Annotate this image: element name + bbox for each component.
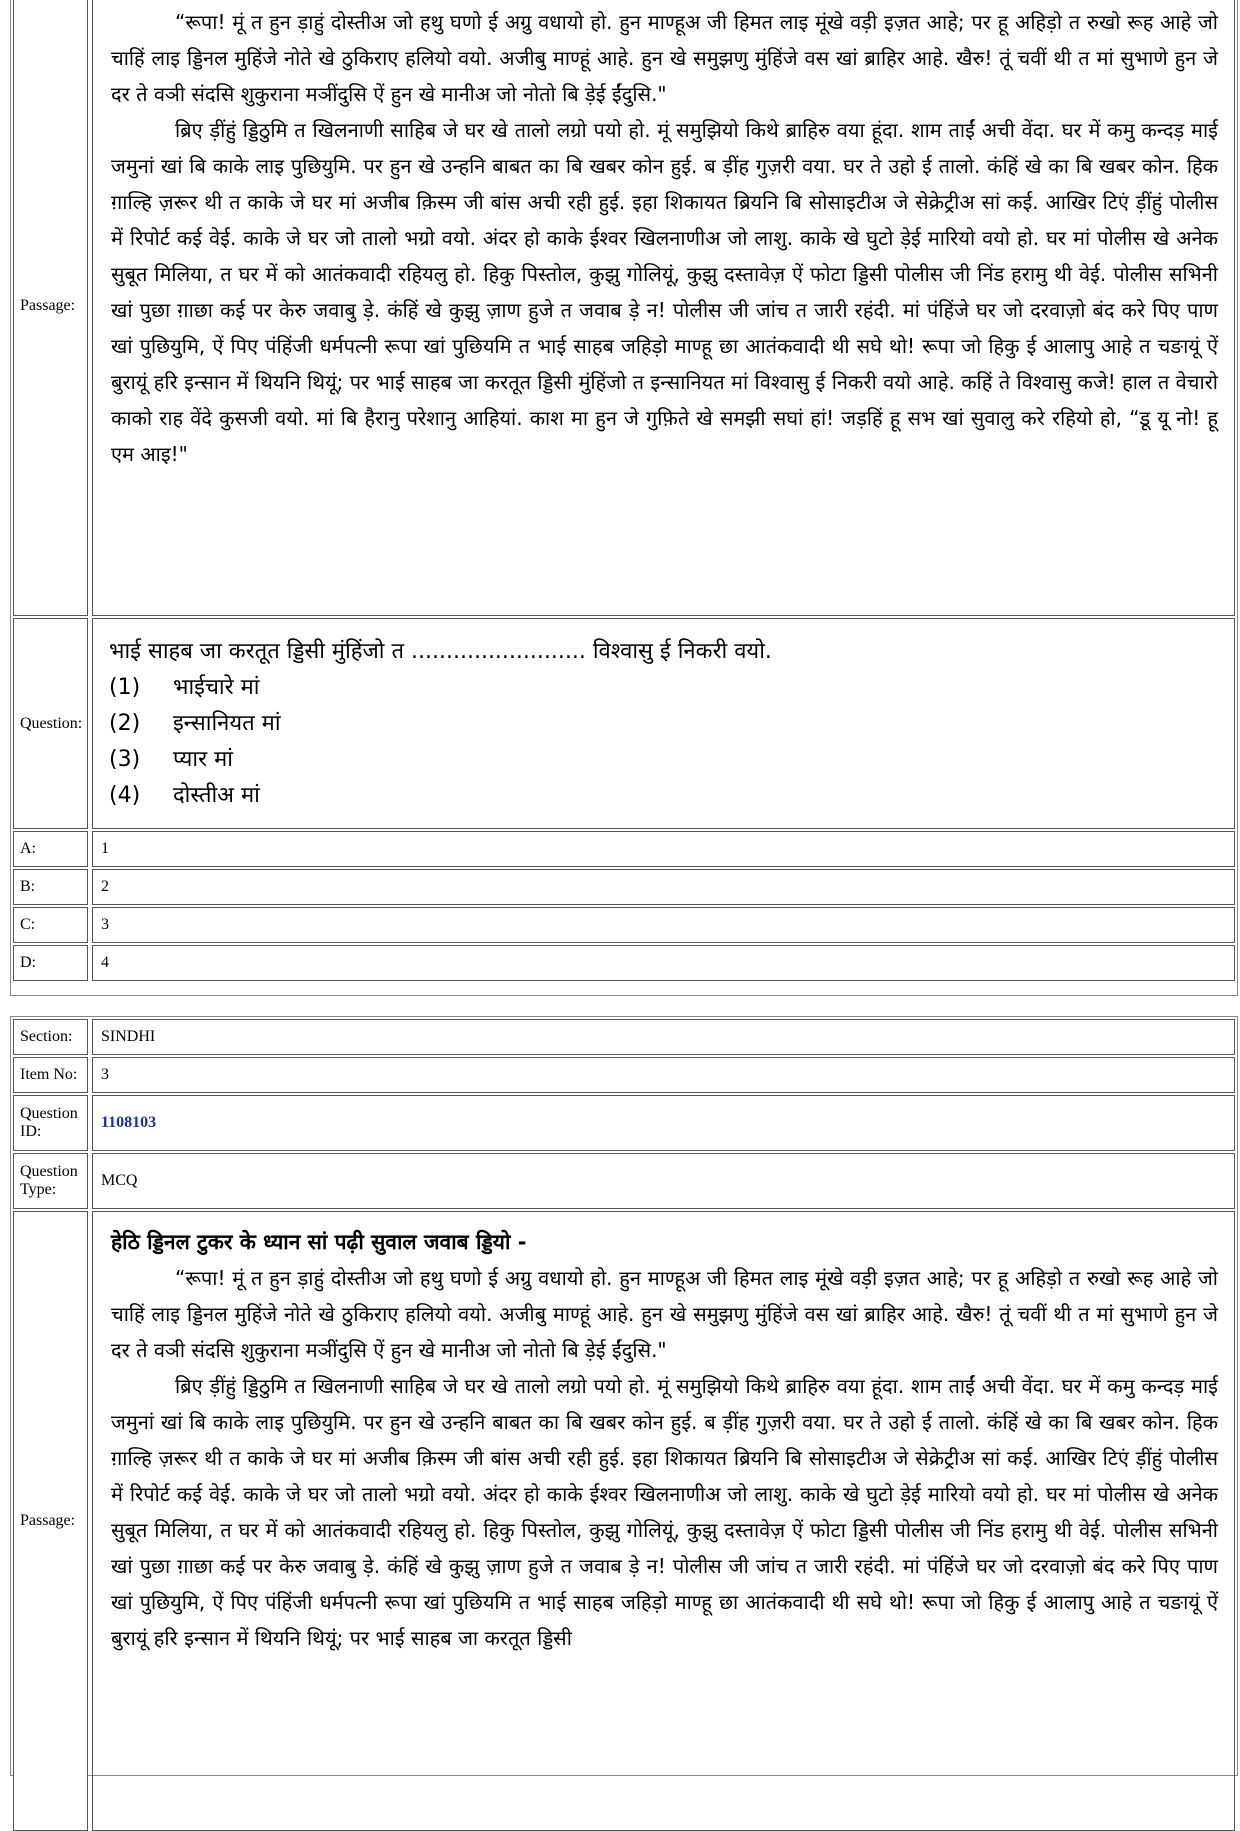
question-id-link[interactable]: 1108103 [92,1095,1235,1151]
section-label: Section: [13,1019,88,1055]
question-block-1 [10,0,1238,996]
question-id-label: Question ID: [13,1095,88,1151]
passage-paragraph: ब्रिए ड़ींहुं ड्डिठुमि त खिलनाणी साहिब जे घर खे तालो लग्रो पयो हो. मूं समुझियो किथे ब्राहिरु वया हूंदा. शाम ताईं अची वेंदा. घर में कमु कन्दड़ माई जमुनां खां बि काके लाइ पुछियुमि. पर हुन खे उन्हनि बाबत का बि खबर कोन हुई. ब ड़ींह गुज़री वया. घर ते उहो ई तालो. कंहिं खे का बि खबर कोन. हिक ग़ाल्हि ज़रूर थी त काके जे घर मां अजीब क़िस्म जी बांस अची रही हुई. इहा शिकायत ब्रियनि बि सोसाइटीअ जे सेक्रेट्रीअ सां कई. आखिर टिएं ड़ींहुं पोलीस में रिपोर्ट कई वेई. काके जे घर जो तालो भग्रो वयो. अंदर हो काके ईश्वर खिलनाणीअ जो लाशु. काके खे घुटो ड़ेई मारियो वयो हो. घर मां पोलीस खे अनेक सुबूत मिलिया, त घर में को आतंकवादी रहियलु हो. हिकु पिस्तोल, कुझु गोलियूं, कुझु दस्तावेज़ ऐं फोटा ड्डिसी पोलीस जी निंड हरामु थी वेई. पोलीस सभिनी खां पुछा ग़ाछा कई पर केरु जवाबु ड़े. कंहिं खे कुझु ज़ाण हुजे त जवाब ड़े न! पोलीस जी जांच त जारी रहंदी. मां पंहिंजे घर जो दरवाज़ो बंद करे पिए पाण खां पुछियुमि, ऐं पिए पंहिंजी धर्मपत्नी रूपा खां पुछियमि त भाई साहब जहिड़ो माण्हू छा आतंकवादी थी सघे थो! रूपा जो हिकु ई आलापु आहे त चङायूं ऐं बुरायूं हरि इन्सान में थियनि थियूं; पर भाई साहब जा करतूत ड्डिसी मुंहिंजो त इन्सानियत मां विश्वासु ई निकरी वयो आहे. कहिं ते विश्वासु कजे! हाल त वेचारो काको राह वेंदे कुसजी वयो. मां बि हैरानु परेशानु आहियां. काश मा हुन जे गुफ़िते खे समझी सघां हां! जड़हिं हू सभ खां सुवालु करे रहियो हो, “डू यू नो! हू एम आइ!" [111,118,1218,466]
item-no-value: 3 [92,1057,1235,1093]
passage-paragraph: ब्रिए ड़ींहुं ड्डिठुमि त खिलनाणी साहिब जे घर खे तालो लग्रो पयो हो. मूं समुझियो किथे ब्राहिरु वया हूंदा. शाम ताईं अची वेंदा. घर में कमु कन्दड़ माई जमुनां खां बि काके लाइ पुछियुमि. पर हुन खे उन्हनि बाबत का बि खबर कोन हुई. ब ड़ींह गुज़री वया. घर ते उहो ई तालो. कंहिं खे का बि खबर कोन. हिक ग़ाल्हि ज़रूर थी त काके जे घर मां अजीब क़िस्म जी बांस अची रही हुई. इहा शिकायत ब्रियनि बि सोसाइटीअ जे सेक्रेट्रीअ सां कई. आखिर टिएं ड़ींहुं पोलीस में रिपोर्ट कई वेई. काके जे घर जो तालो भग्रो वयो. अंदर हो काके ईश्वर खिलनाणीअ जो लाशु. काके खे घुटो ड़ेई मारियो वयो हो. घर मां पोलीस खे अनेक सुबूत मिलिया, त घर में को आतंकवादी रहियलु हो. हिकु पिस्तोल, कुझु गोलियूं, कुझु दस्तावेज़ ऐं फोटा ड्डिसी पोलीस जी निंड हरामु थी वेई. पोलीस सभिनी खां पुछा ग़ाछा कई पर केरु जवाबु ड़े. कंहिं खे कुझु ज़ाण हुजे त जवाब ड़े न! पोलीस जी जांच त जारी रहंदी. मां पंहिंजे घर जो दरवाज़ो बंद करे पिए पाण खां पुछियुमि, ऐं पिए पंहिंजी धर्मपत्नी रूपा खां पुछियमि त भाई साहब जहिड़ो माण्हू छा आतंकवादी थी सघे थो! रूपा जो हिकु ई आलापु आहे त चङायूं ऐं बुरायूं हरि इन्सान में थियनि थियूं; पर भाई साहब जा करतूत ड्डिसी [111,1374,1218,1650]
answer-d-label: D: [13,945,88,981]
question-block-2 [10,1016,1238,1776]
passage-paragraph: “रूपा! मूं त हुन ड़ाहुं दोस्तीअ जो हथु घणो ई अग्रु वधायो हो. हुन माण्हूअ जी हिमत लाइ मूंखे वड़ी इज़त आहे; पर हू अहिड़ो त रुखो रूह आहे जो चाहिं लाइ ड्डिनल मुहिंजे नोते खे ठुकिराए हलियो वयो. अजीबु माण्हूं आहे. हुन खे समुझणु मुंहिंजे वस खां ब्राहिर आहे. खैरु! तूं चवीं थी त मां सुभाणे हुन जे दर ते वञी संदसि शुकुराना मञींदुसि ऐं हुन खे मानीअ जो नोतो बि ड़ेई ईंदुसि." [111,10,1218,106]
question-stem: भाई साहब जा करतूत ड्डिसी मुंहिंजो त ......................... विश्वासु ई निकरी वयो. [109,638,772,664]
answer-b-value: 2 [92,869,1235,905]
option-4: (4) दोस्तीअ मां [109,782,260,808]
question-type-label: Question Type: [13,1153,88,1209]
passage-label: Passage: [13,1211,88,1831]
option-1: (1) भाईचारे मां [109,674,260,700]
answer-a-value: 1 [92,831,1235,867]
passage-label: Passage: [13,0,88,616]
answer-c-value: 3 [92,907,1235,943]
question-type-value: MCQ [92,1153,1235,1209]
answer-d-value: 4 [92,945,1235,981]
question-text [92,618,1235,829]
passage-text [92,1211,1235,1831]
passage-text [92,0,1235,616]
passage-paragraph: “रूपा! मूं त हुन ड़ाहुं दोस्तीअ जो हथु घणो ई अग्रु वधायो हो. हुन माण्हूअ जी हिमत लाइ मूंखे वड़ी इज़त आहे; पर हू अहिड़ो त रुखो रूह आहे जो चाहिं लाइ ड्डिनल मुहिंजे नोते खे ठुकिराए हलियो वयो. अजीबु माण्हूं आहे. हुन खे समुझणु मुंहिंजे वस खां ब्राहिर आहे. खैरु! तूं चवीं थी त मां सुभाणे हुन जे दर ते वञी संदसि शुकुराना मञींदुसि ऐं हुन खे मानीअ जो नोतो बि ड़ेई ईंदुसि." [111,1266,1218,1362]
item-no-label: Item No: [13,1057,88,1093]
passage-heading: हेठि ड्डिनल टुकर के ध्यान सां पढ़ी सुवाल जवाब ड्डियो - [111,1230,527,1254]
option-3: (3) प्यार मां [109,746,233,772]
answer-c-label: C: [13,907,88,943]
answer-a-label: A: [13,831,88,867]
answer-b-label: B: [13,869,88,905]
section-value: SINDHI [92,1019,1235,1055]
question-label: Question: [13,618,88,829]
option-2: (2) इन्सानियत मां [109,710,281,736]
